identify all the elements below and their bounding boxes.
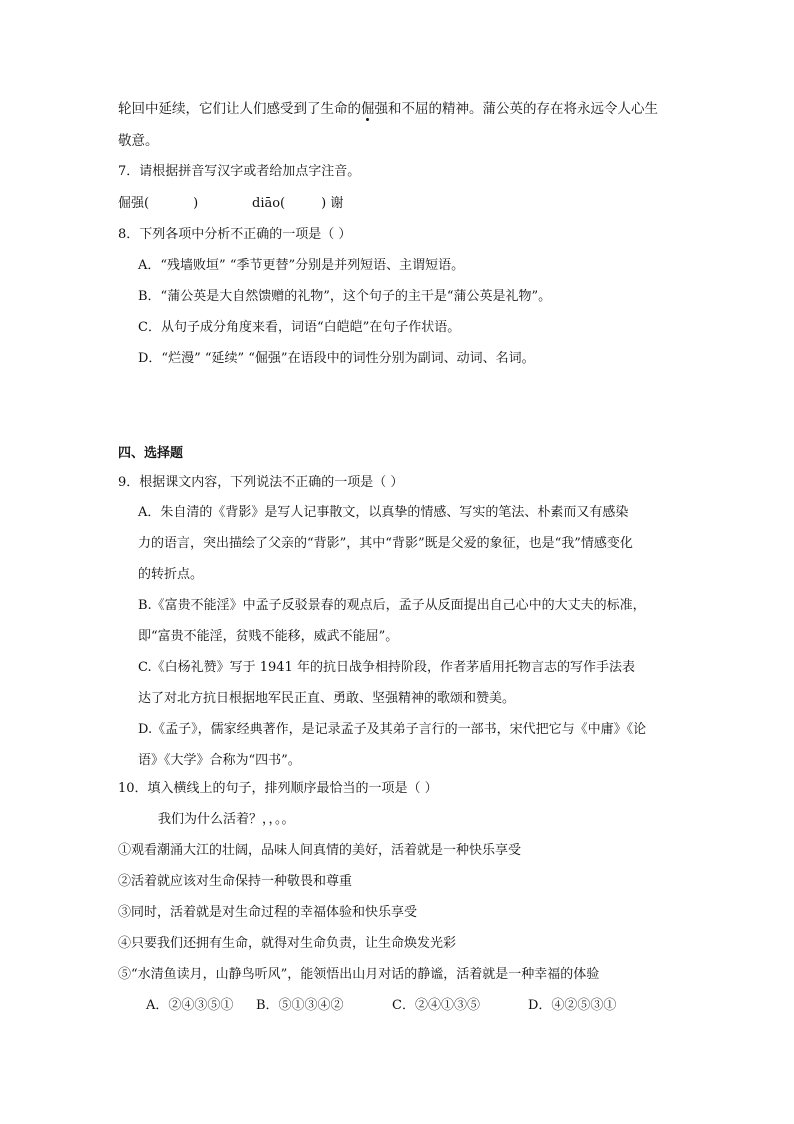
question-10-item-1: ①观看潮涌大江的壮阔，品味人间真情的美好，活着就是一种快乐享受 bbox=[118, 843, 522, 858]
question-8-option-d: D．“烂漫” “延续” “倔强”在语段中的词性分别为副词、动词、名词。 bbox=[138, 351, 535, 366]
item-text: diāo( bbox=[252, 196, 286, 211]
passage-line-2: 敬意。 bbox=[118, 133, 159, 149]
question-10-item-3: ③同时，活着就是对生命过程的幸福体验和快乐享受 bbox=[118, 905, 418, 920]
question-7-item-2 bbox=[252, 195, 343, 213]
question-10-item-4: ④只要我们还拥有生命，就得对生命负责，让生命焕发光彩 bbox=[118, 936, 457, 951]
question-10-item-2: ②活着就应该对生命保持一种敬畏和尊重 bbox=[118, 874, 353, 889]
question-7-stem: 7．请根据拼音写汉字或者给加点字注音。 bbox=[118, 164, 361, 179]
question-10-option-d: D．④②⑤③① bbox=[528, 998, 617, 1013]
question-9-option-b-line-2: 即“富贵不能淫，贫贱不能移，威武不能屈”。 bbox=[138, 629, 399, 644]
question-10-option-b: B．⑤①③④② bbox=[256, 998, 344, 1013]
question-8-option-b: B．“蒲公英是大自然馈赠的礼物”，这个句子的主干是“蒲公英是礼物”。 bbox=[138, 289, 552, 304]
question-9-option-a-line-1: A．朱自清的《背影》是写人记事散文，以真挚的情感、写实的笔法、朴素而又有感染 bbox=[138, 505, 629, 520]
item-suffix: ) 谢 bbox=[321, 196, 344, 211]
paren-close: ) bbox=[193, 196, 199, 211]
question-8-stem: 8．下列各项中分析不正确的一项是（ ） bbox=[118, 227, 352, 242]
question-9-option-c-line-1: C.《白杨礼赞》写于 1941 年的抗日战争相持阶段，作者茅盾用托物言志的写作手法表 bbox=[138, 660, 635, 675]
item-text: 倔强( bbox=[118, 196, 150, 211]
question-8-option-c: C．从句子成分角度来看，词语“白皑皑”在句子作状语。 bbox=[138, 320, 461, 335]
question-10-item-5: ⑤“水清鱼读月，山静鸟听风”，能领悟出山月对话的静谧，活着就是一种幸福的体验 bbox=[118, 967, 600, 982]
question-9-stem: 9．根据课文内容，下列说法不正确的一项是（ ） bbox=[118, 475, 404, 490]
passage-line-1 bbox=[118, 100, 658, 118]
question-9-option-a-line-2: 力的语言，突出描绘了父亲的“背影”，其中“背影”既是父爱的象征，也是“我”情感变化 bbox=[138, 536, 633, 551]
question-10-option-a: A．②④③⑤① bbox=[146, 998, 234, 1013]
question-10-stem: 10．填入横线上的句子，排列顺序最恰当的一项是（ ） bbox=[118, 781, 438, 796]
question-7-item-1 bbox=[118, 195, 198, 213]
question-9-option-d-line-2: 语》《大学》合称为“四书”。 bbox=[138, 753, 301, 768]
question-9-option-d-line-1: D.《孟子》，儒家经典著作，是记录孟子及其弟子言行的一部书，宋代把它与《中庸》《论 bbox=[138, 722, 647, 737]
question-10-lead-sentence: 我们为什么活着？，，。。 bbox=[158, 812, 295, 827]
question-10-option-c: C．②④①③⑤ bbox=[392, 998, 480, 1013]
question-9-option-a-line-3: 的转折点。 bbox=[138, 567, 204, 582]
question-9-option-b-line-1: B.《富贵不能淫》中孟子反驳景春的观点后，孟子从反面提出自己心中的大丈夫的标准， bbox=[138, 598, 646, 613]
section-title: 四、选择题 bbox=[118, 446, 184, 461]
question-9-option-c-line-2: 达了对北方抗日根据地军民正直、勇敢、坚强精神的歌颂和赞美。 bbox=[138, 691, 516, 706]
passage-text: 轮回中延续，它们让人们感受到了生命的 bbox=[118, 101, 361, 117]
question-8-option-a: A．“残墙败垣” “季节更替”分别是并列短语、主谓短语。 bbox=[138, 258, 465, 273]
dotted-character: 倔 bbox=[361, 101, 375, 117]
passage-text: 强和不屈的精神。蒲公英的存在将永远令人心生 bbox=[374, 101, 658, 117]
